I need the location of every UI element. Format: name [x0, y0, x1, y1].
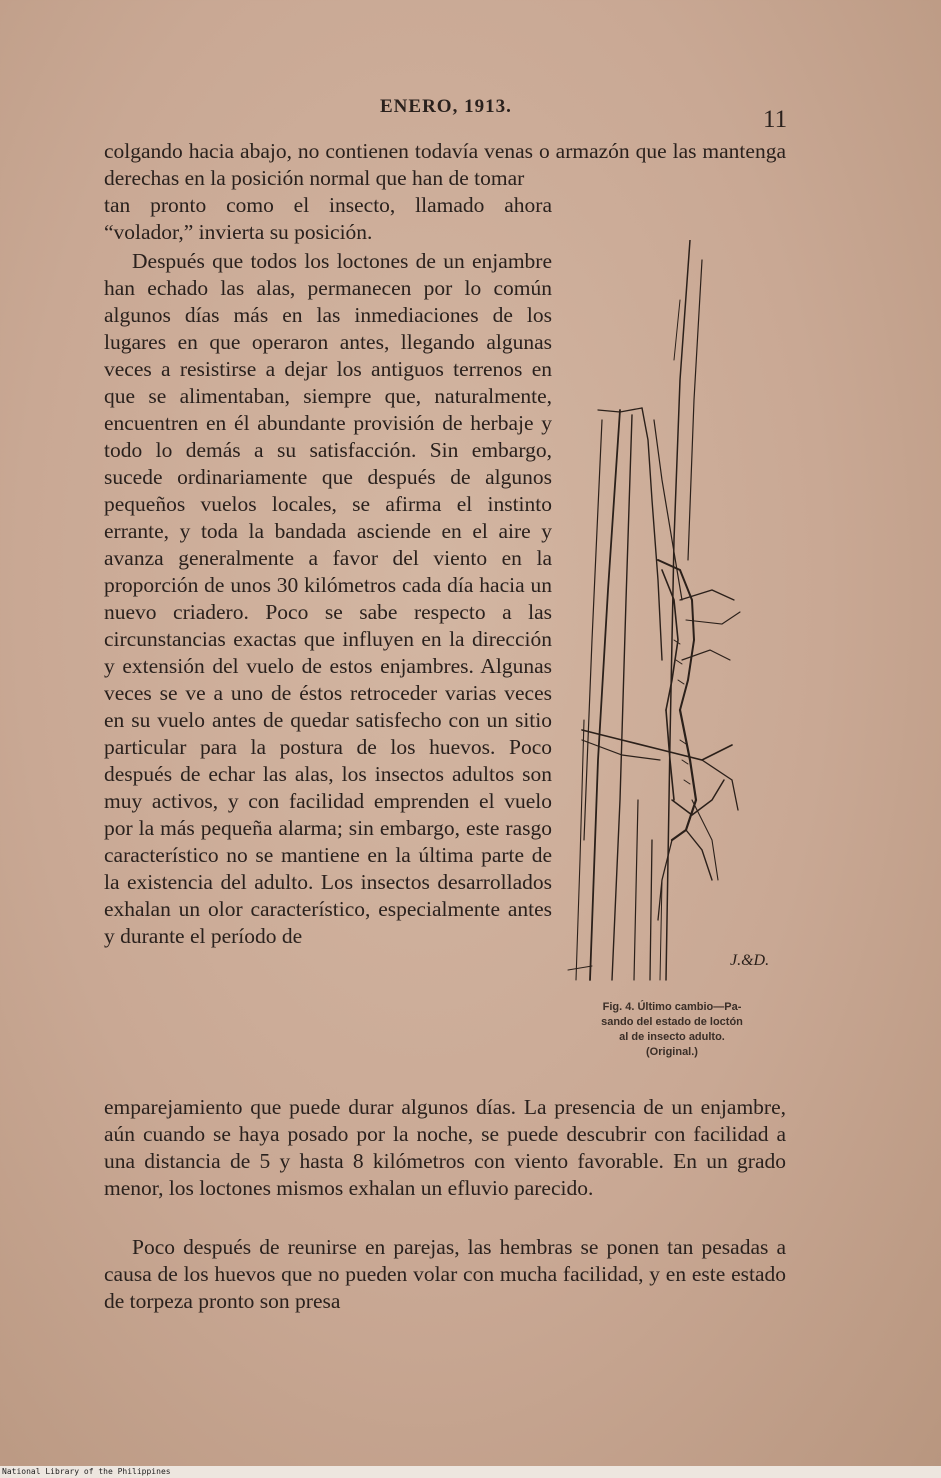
paragraph-continuation-narrow: [104, 192, 552, 246]
locust-molting-drawing: [562, 240, 782, 985]
caption-line: sando del estado de loctón: [601, 1016, 743, 1028]
paragraph-text: emparejamiento que puede durar algunos días. La presencia de un enjambre, aún cuando se haya posado por la noche, se puede descubrir con facilidad a una distancia de 5 y hasta 8 kilómetros con viento favorable. En un grado menor, los loctones mismos exhalan un efluvio parecido.: [104, 1095, 786, 1200]
caption-line: Fig. 4. Último cambio—Pa-: [602, 1001, 742, 1013]
caption-line: (Original.): [646, 1046, 698, 1058]
paragraph-last: [104, 1234, 786, 1315]
paragraph-text: tan pronto como el insecto, llamado ahora “volador,” invierta su posición.: [104, 193, 552, 244]
paragraph-continuation: [104, 138, 786, 192]
library-credit-footer: National Library of the Philippines: [0, 1466, 941, 1478]
paragraph-text: Poco después de reunirse en parejas, las hembras se ponen tan pesadas a causa de los huevos que no pueden volar con mucha facilidad, y en este estado de torpeza pronto son presa: [104, 1235, 786, 1313]
figure-illustration: [562, 240, 782, 985]
artist-signature: J.&D.: [730, 952, 770, 969]
paragraph-continuation-full: [104, 1094, 786, 1202]
figure-caption: [566, 1000, 778, 1060]
running-head: ENERO, 1913.: [380, 96, 512, 117]
caption-line: al de insecto adulto.: [619, 1031, 725, 1043]
paragraph-text: colgando hacia abajo, no contienen todavía venas o armazón que las mantenga derechas en la posición normal que han de tomar: [104, 139, 786, 190]
paragraph-text: Después que todos los loctones de un enjambre han echado las alas, permanecen por lo común algunos días más en las inmediaciones de los lugares en que operaron antes, llegando algunas veces a resistirse a dejar los antiguos terrenos en que se alimentaban, siempre que, naturalmente, encuentren en él abundante provisión de herbaje y todo lo demás a su satisfacción. Sin embargo, sucede ordinariamente que después de algunos pequeños vuelos locales, se afirma el instinto errante, y toda la bandada asciende en el aire y avanza generalmente a favor del viento en la proporción de unos 30 kilómetros cada día hacia un nuevo criadero. Poco se sabe respecto a las circunstancias exactas que influyen en la dirección y extensión del vuelo de estos enjambres. Algunas veces se ve a uno de éstos retroceder varias veces en su vuelo antes de quedar satisfecho con un sitio particular para la postura de los huevos. Poco después de echar las alas, los insectos adultos son muy activos, y con facilidad emprenden el vuelo por la más pequeña alarma; sin embargo, este rasgo característico no se mantiene en la última parte de la existencia del adulto. Los insectos desarrollados exhalan un olor característico, especialmente antes y durante el período de: [104, 249, 552, 948]
page-number: 11: [763, 106, 788, 133]
paragraph-main: [104, 248, 552, 950]
